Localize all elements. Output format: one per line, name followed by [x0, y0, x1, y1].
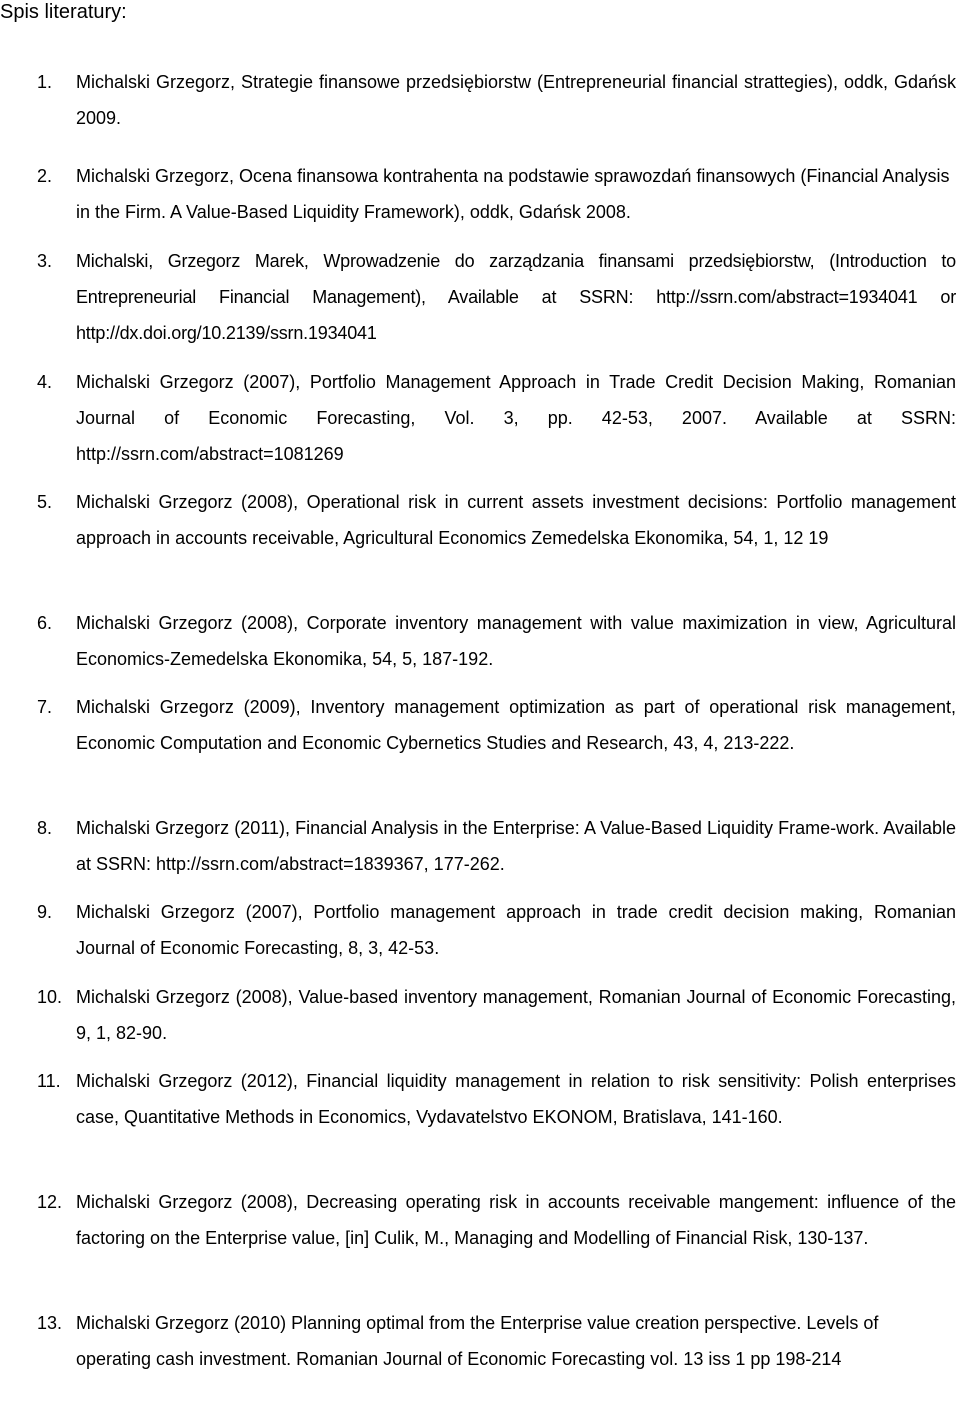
reference-text: Michalski Grzegorz (2007), Portfolio Management Approach in Trade Credit Decision Making, Romanian Journal of Economic Forecasting, Vol. 3, pp. 42-53, 2007. Available at SSRN: http://ssrn.com/abstract=1081269: [76, 372, 956, 464]
reference-text: Michalski Grzegorz (2008), Operational risk in current assets investment decisions: Portfolio management approach in accounts receivable, Agricultural Economics Zemedelska Ekonomika, 54, 1, 12 19: [76, 492, 956, 548]
reference-number: 2.: [37, 166, 53, 186]
reference-number: 11.: [37, 1071, 61, 1091]
reference-number: 9.: [37, 902, 53, 922]
reference-number: 13.: [37, 1313, 63, 1333]
reference-text: Michalski Grzegorz (2010) Planning optimal from the Enterprise value creation perspective. Levels of operating cash investment. Romanian Journal of Economic Forecasting vol. 13 iss 1 pp 198-214: [76, 1313, 879, 1369]
reference-text: Michalski Grzegorz, Ocena finansowa kontrahenta na podstawie sprawozdań finansowych (Financial Analysis in the Firm. A Value-Based Liquidity Framework), oddk, Gdańsk 2008.: [76, 166, 950, 222]
reference-text: Michalski Grzegorz (2011), Financial Analysis in the Enterprise: A Value-Based Liquidity Frame-work. Available at SSRN: http://ssrn.com/abstract=1839367, 177-262.: [76, 818, 956, 874]
reference-text: Michalski, Grzegorz Marek, Wprowadzenie do zarządzania finansami przedsiębiorstw, (Introduction to Entrepreneurial Financial Management), Available at SSRN: http://ssrn.com/abstract=1934041 or http://dx.doi.org/10.2139/ssrn.1934041: [76, 251, 956, 343]
reference-text: Michalski Grzegorz (2008), Decreasing operating risk in accounts receivable mangement: influence of the factoring on the Enterprise value, [in] Culik, M., Managing and Modelling of Financial Risk, 130-137.: [76, 1192, 956, 1248]
reference-text: Michalski Grzegorz, Strategie finansowe przedsiębiorstw (Entrepreneurial financial strattegies), oddk, Gdańsk 2009.: [76, 72, 956, 128]
reference-number: 8.: [37, 818, 53, 838]
reference-text: Michalski Grzegorz (2007), Portfolio management approach in trade credit decision making, Romanian Journal of Economic Forecasting, 8, 3, 42-53.: [76, 902, 956, 958]
page-title: Spis literatury:: [0, 1, 127, 23]
reference-text: Michalski Grzegorz (2008), Corporate inventory management with value maximization in view, Agricultural Economics-Zemedelska Ekonomika, 54, 5, 187-192.: [76, 613, 956, 669]
reference-number: 10.: [37, 987, 63, 1007]
reference-text: Michalski Grzegorz (2008), Value-based inventory management, Romanian Journal of Economic Forecasting, 9, 1, 82-90.: [76, 987, 956, 1043]
reference-number: 7.: [37, 697, 53, 717]
reference-number: 6.: [37, 613, 53, 633]
reference-number: 1.: [37, 72, 53, 92]
reference-number: 4.: [37, 372, 53, 392]
reference-text: Michalski Grzegorz (2009), Inventory management optimization as part of operational risk management, Economic Computation and Economic Cybernetics Studies and Research, 43, 4, 213-222.: [76, 697, 956, 753]
reference-number: 5.: [37, 492, 53, 512]
reference-number: 3.: [37, 251, 53, 271]
reference-number: 12.: [37, 1192, 63, 1212]
reference-text: Michalski Grzegorz (2012), Financial liquidity management in relation to risk sensitivity: Polish enterprises case, Quantitative Methods in Economics, Vydavatelstvo EKONOM, Bratislava, 141-160.: [76, 1071, 956, 1127]
